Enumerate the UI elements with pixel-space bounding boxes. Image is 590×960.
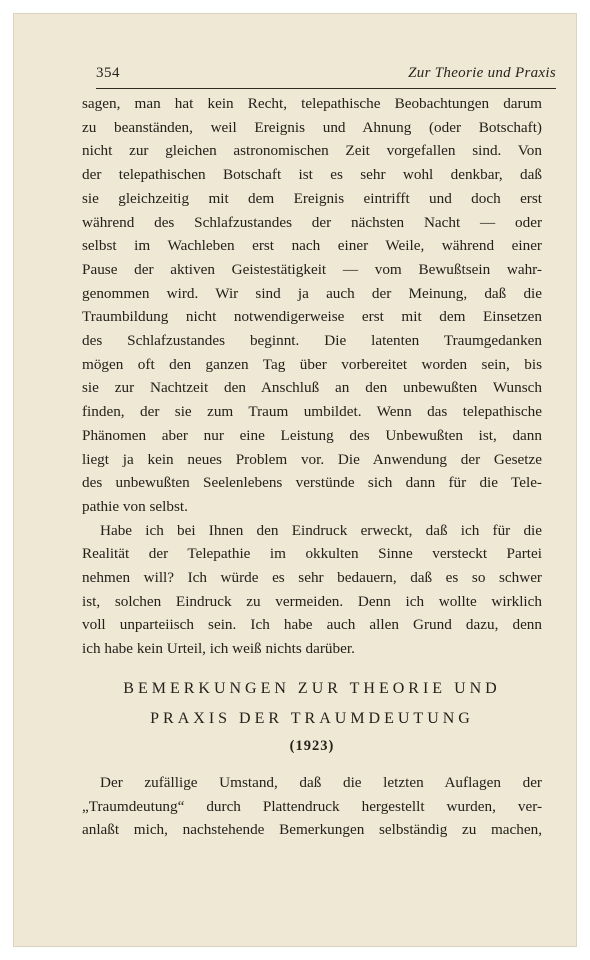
text-line: sie gleichzeitig mit dem Ereignis eintrifft und doch erst	[82, 189, 542, 207]
text-line: selbst im Wachleben erst nach einer Weile, während einer	[82, 237, 542, 255]
paragraph	[82, 92, 542, 519]
text-line: Der zufällige Umstand, daß die letzten Auflagen der	[100, 774, 542, 791]
text-line: Realität der Telepathie im okkulten Sinne versteckt Partei	[82, 545, 542, 563]
text-line: des unbewußten Seelenlebens verstünde sich dann für die Tele-	[82, 474, 542, 492]
text-line: sie zur Nachtzeit den Anschluß an den unbewußten Wunsch	[82, 379, 542, 397]
text-line: Habe ich bei Ihnen den Eindruck erweckt, daß ich für die	[100, 521, 542, 539]
paragraph	[82, 519, 542, 661]
text-line: genommen wird. Wir sind ja auch der Meinung, daß die	[82, 284, 542, 302]
text-line: liegt ja kein neues Problem vor. Die Anwendung der Gesetze	[82, 450, 542, 468]
text-line: anlaßt mich, nachstehende Bemerkungen selbständig zu machen,	[82, 821, 542, 839]
text-line: sagen, man hat kein Recht, telepathische Beobachtungen darum	[82, 95, 542, 112]
section-heading-line: PRAXIS DER TRAUMDEUTUNG	[150, 710, 474, 727]
text-line: des Schlafzustandes beginnt. Die latenten Traumgedanken	[82, 332, 542, 350]
text-line: nicht zur gleichen astronomischen Zeit vorgefallen sind. Von	[82, 142, 542, 160]
text-line: mögen oft den ganzen Tag über vorbereitet worden sein, bis	[82, 355, 542, 373]
text-line: voll unparteiisch sein. Ich habe auch allen Grund dazu, denn	[82, 616, 542, 634]
text-line: der telepathischen Botschaft ist es sehr wohl denkbar, daß	[82, 166, 542, 184]
text-line: ich habe kein Urteil, ich weiß nichts darüber.	[82, 640, 355, 658]
page-header	[96, 60, 556, 89]
text-line: Traumbildung nicht notwendigerweise erst mit dem Einsetzen	[82, 308, 542, 326]
text-line: Pause der aktiven Geistestätigkeit — vom Bewußtsein wahr-	[82, 260, 542, 278]
text-line: „Traumdeutung“ durch Plattendruck hergestellt wurden, ver-	[82, 797, 542, 815]
text-line: während des Schlafzustandes der nächsten Nacht — oder	[82, 213, 542, 231]
section-heading	[82, 674, 542, 734]
section-heading-line: BEMERKUNGEN ZUR THEORIE UND	[123, 680, 501, 697]
text-line: nehmen will? Ich würde es sehr bedauern, daß es so schwer	[82, 569, 542, 587]
text-line: pathie von selbst.	[82, 497, 188, 515]
section-text	[82, 771, 542, 842]
running-head: Zur Theorie und Praxis	[408, 65, 556, 81]
text-line: ist, solchen Eindruck zu vermeiden. Denn ich wollte wirklich	[82, 592, 542, 610]
text-line: Phänomen aber nur eine Leistung des Unbewußten ist, dann	[82, 426, 542, 444]
text-line: finden, der sie zum Traum umbildet. Wenn das telepathische	[82, 403, 542, 421]
text-line: zu beanständen, weil Ereignis und Ahnung (oder Botschaft)	[82, 118, 542, 136]
section-year: (1923)	[289, 738, 335, 754]
main-text	[82, 92, 542, 661]
page-number: 354	[96, 65, 120, 81]
paragraph	[82, 771, 542, 842]
